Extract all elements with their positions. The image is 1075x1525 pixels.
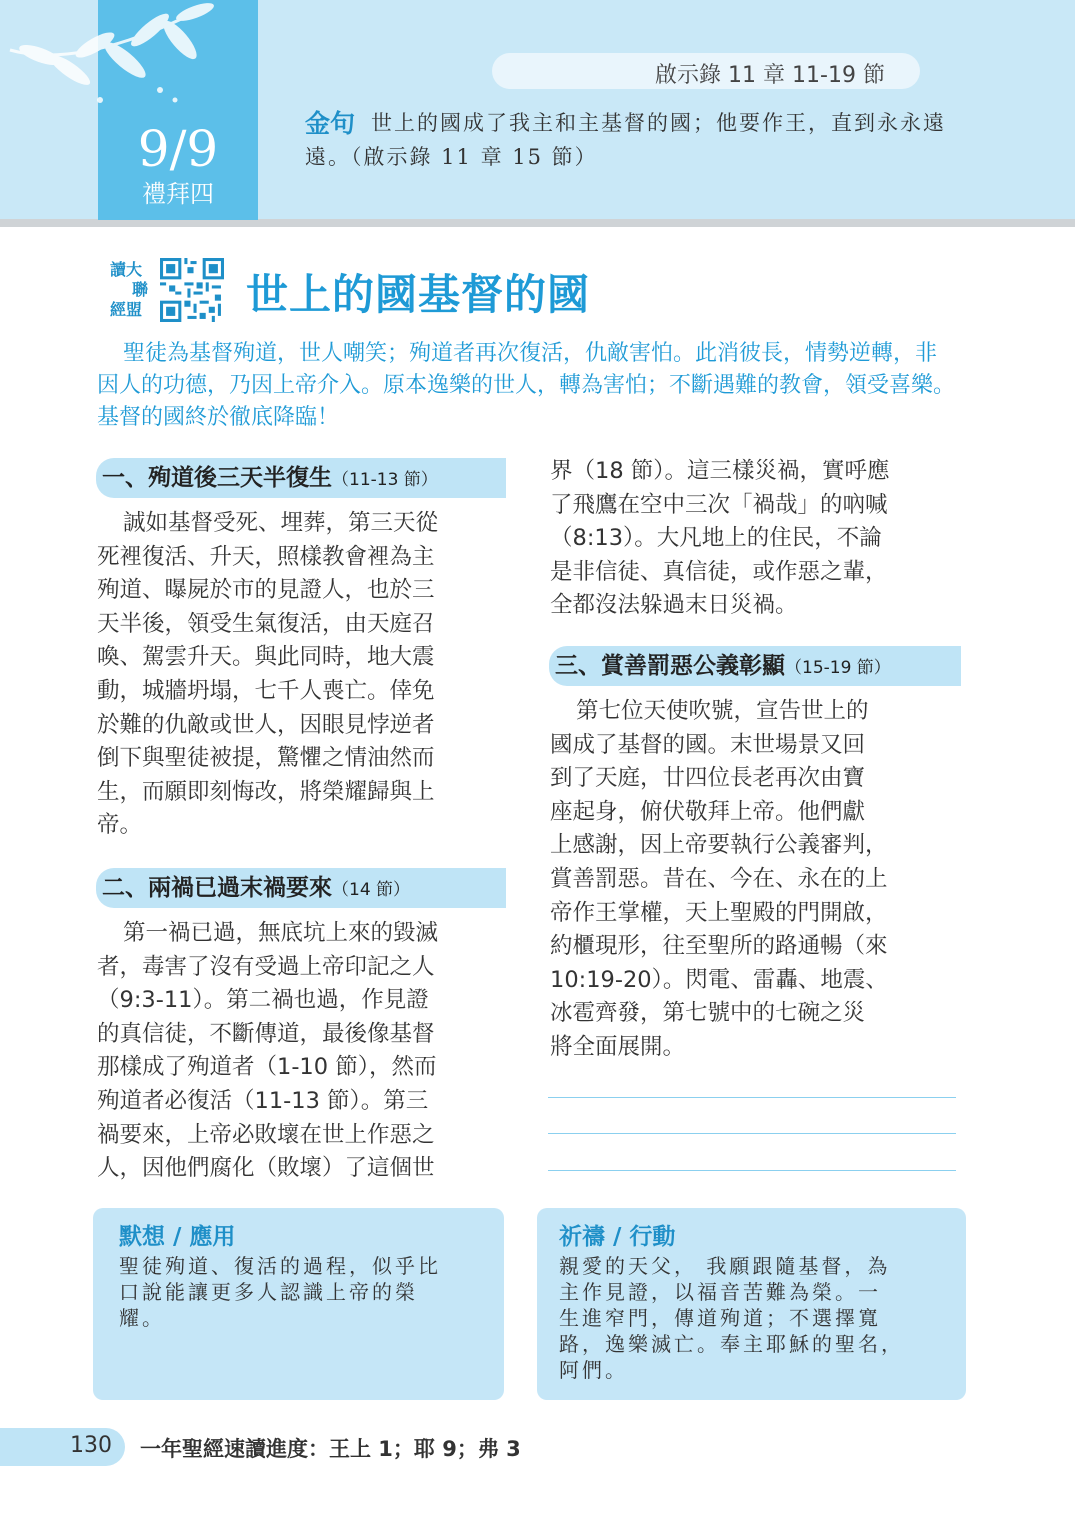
text-line: 阿們。	[559, 1358, 628, 1382]
note-line	[548, 1097, 956, 1098]
text-line: 主作見證，以福音苦難為榮。一	[559, 1280, 881, 1304]
date-number: 9/9	[137, 120, 219, 178]
text-line: 10:19-20）。閃電、雷轟、地震、	[550, 966, 888, 993]
text-line: 的真信徒，不斷傳道，最後像基督	[97, 1020, 435, 1047]
text-line: 賞善罰惡。昔在、今在、永在的上	[550, 865, 888, 892]
text-line: （8:13）。大凡地上的住民，不論	[550, 525, 882, 552]
text-line: 到了天庭，廿四位長老再次由寶	[550, 765, 866, 792]
text-line: 是非信徒、真信徒，或作惡之輩，	[550, 558, 888, 585]
text-line: 第一禍已過，無底坑上來的毀滅	[123, 920, 439, 946]
text-line: 冰雹齊發，第七號中的七碗之災	[550, 1000, 866, 1027]
header-divider	[0, 219, 1075, 227]
text-line: 上感謝，因上帝要執行公義審判，	[550, 832, 888, 859]
prayer-text	[559, 1253, 904, 1383]
section-2-body	[97, 917, 503, 1186]
section-heading-3-ref: （15-19 節）	[785, 658, 891, 678]
qr-label	[110, 260, 160, 320]
scripture-reference: 啟示錄 11 章 11-19 節	[655, 63, 885, 88]
reflection-title: 默想 / 應用	[119, 1224, 236, 1250]
section-heading-3	[549, 646, 961, 686]
text-line: 倒下與聖徒被提，驚懼之情油然而	[97, 745, 435, 772]
text-line: 界（18 節）。這三樣災禍，實呼應	[550, 458, 890, 484]
text-line: （9:3-11）。第二禍也過，作見證	[97, 987, 429, 1014]
text-line: 帝。	[97, 812, 143, 839]
prayer-box	[537, 1208, 966, 1400]
text-line: 國成了基督的國。末世場景又回	[550, 731, 866, 758]
text-line: 路，逸樂滅亡。奉主耶穌的聖名，	[559, 1332, 904, 1356]
text-line: 生，而願即刻悔改，將榮耀歸與上	[97, 778, 435, 805]
text-line: 喚、駕雲升天。與此同時，地大震	[97, 644, 435, 671]
text-line: 天半後，領受生氣復活，由天庭召	[97, 610, 435, 637]
golden-verse-text: 世上的國成了我主和主基督的國；他要作王，直到永永遠遠。（啟示錄 11 章 15 節）	[305, 111, 946, 169]
section-heading-2-ref: （14 節）	[332, 880, 411, 900]
section-heading-3-title: 三、賞善罰惡公義彰顯	[555, 653, 785, 679]
text-line: 殉道者必復活（11-13 節）。第三	[97, 1087, 429, 1114]
qr-label-line: 聯	[132, 280, 149, 299]
section-3-body	[550, 695, 956, 1065]
text-line: 者，毒害了沒有受過上帝印記之人	[97, 953, 435, 980]
reflection-box	[93, 1208, 504, 1400]
text-line: 親愛的天父， 我願跟隨基督，為	[559, 1254, 891, 1278]
text-line: 死裡復活、升天，照樣教會裡為主	[97, 543, 435, 570]
text-line: 口說能讓更多人認識上帝的榮	[119, 1280, 418, 1304]
note-line	[548, 1170, 956, 1171]
section-1-body	[97, 507, 503, 843]
text-line: 殉道、曝屍於市的見證人，也於三	[97, 577, 435, 604]
qr-label-line: 讀大	[110, 260, 143, 279]
text-line: 禍要來，上帝必敗壞在世上作惡之	[97, 1121, 435, 1148]
reading-plan: 一年聖經速讀進度：王上 1；耶 9；弗 3	[140, 1437, 521, 1461]
section-2-continuation	[550, 455, 956, 623]
text-line: 了飛鷹在空中三次「禍哉」的吶喊	[550, 491, 888, 518]
text-line: 於難的仇敵或世人，因眼見悖逆者	[97, 711, 435, 738]
text-line: 人，因他們腐化（敗壞）了這個世	[97, 1155, 435, 1182]
text-line: 將全面展開。	[550, 1033, 686, 1060]
golden-verse-label: 金句	[305, 109, 356, 138]
note-line	[548, 1133, 956, 1134]
reflection-text	[119, 1253, 441, 1331]
qr-code-icon[interactable]	[160, 258, 224, 322]
section-heading-2	[96, 868, 506, 908]
section-heading-1	[96, 458, 506, 498]
text-line: 誠如基督受死、埋葬，第三天從	[123, 510, 439, 536]
text-line: 全都沒法躲過末日災禍。	[550, 592, 798, 619]
text-line: 約櫃現形，往至聖所的路通暢（來	[550, 933, 888, 960]
text-line: 座起身，俯伏敬拜上帝。他們獻	[550, 798, 866, 825]
page-title: 世上的國基督的國	[246, 270, 591, 319]
weekday-label: 禮拜四	[142, 180, 214, 208]
text-line: 那樣成了殉道者（1-10 節），然而	[97, 1054, 437, 1081]
qr-label-line: 經盟	[110, 300, 143, 319]
intro-paragraph: 聖徒為基督殉道，世人嘲笑；殉道者再次復活，仇敵害怕。此消彼長，情勢逆轉，非因人的功德，乃因上帝介入。原本逸樂的世人，轉為害怕；不斷遇難的教會，領受喜樂。基督的國終於徹底降臨！	[97, 341, 956, 430]
text-line: 第七位天使吹號，宣告世上的	[576, 698, 869, 724]
section-heading-1-ref: （11-13 節）	[332, 470, 438, 490]
page-number: 130	[70, 1433, 112, 1458]
section-heading-2-title: 二、兩禍已過末禍要來	[102, 875, 332, 901]
leaf-decoration-icon	[0, 0, 260, 130]
section-heading-1-title: 一、殉道後三天半復生	[102, 465, 332, 491]
text-line: 耀。	[119, 1306, 165, 1330]
text-line: 帝作王掌權，天上聖殿的門開啟，	[550, 899, 888, 926]
text-line: 動，城牆坍塌，七千人喪亡。倖免	[97, 677, 435, 704]
text-line: 聖徒殉道、復活的過程，似乎比	[119, 1254, 441, 1278]
text-line: 生進窄門，傳道殉道；不選擇寬	[559, 1306, 881, 1330]
prayer-title: 祈禱 / 行動	[559, 1224, 676, 1250]
